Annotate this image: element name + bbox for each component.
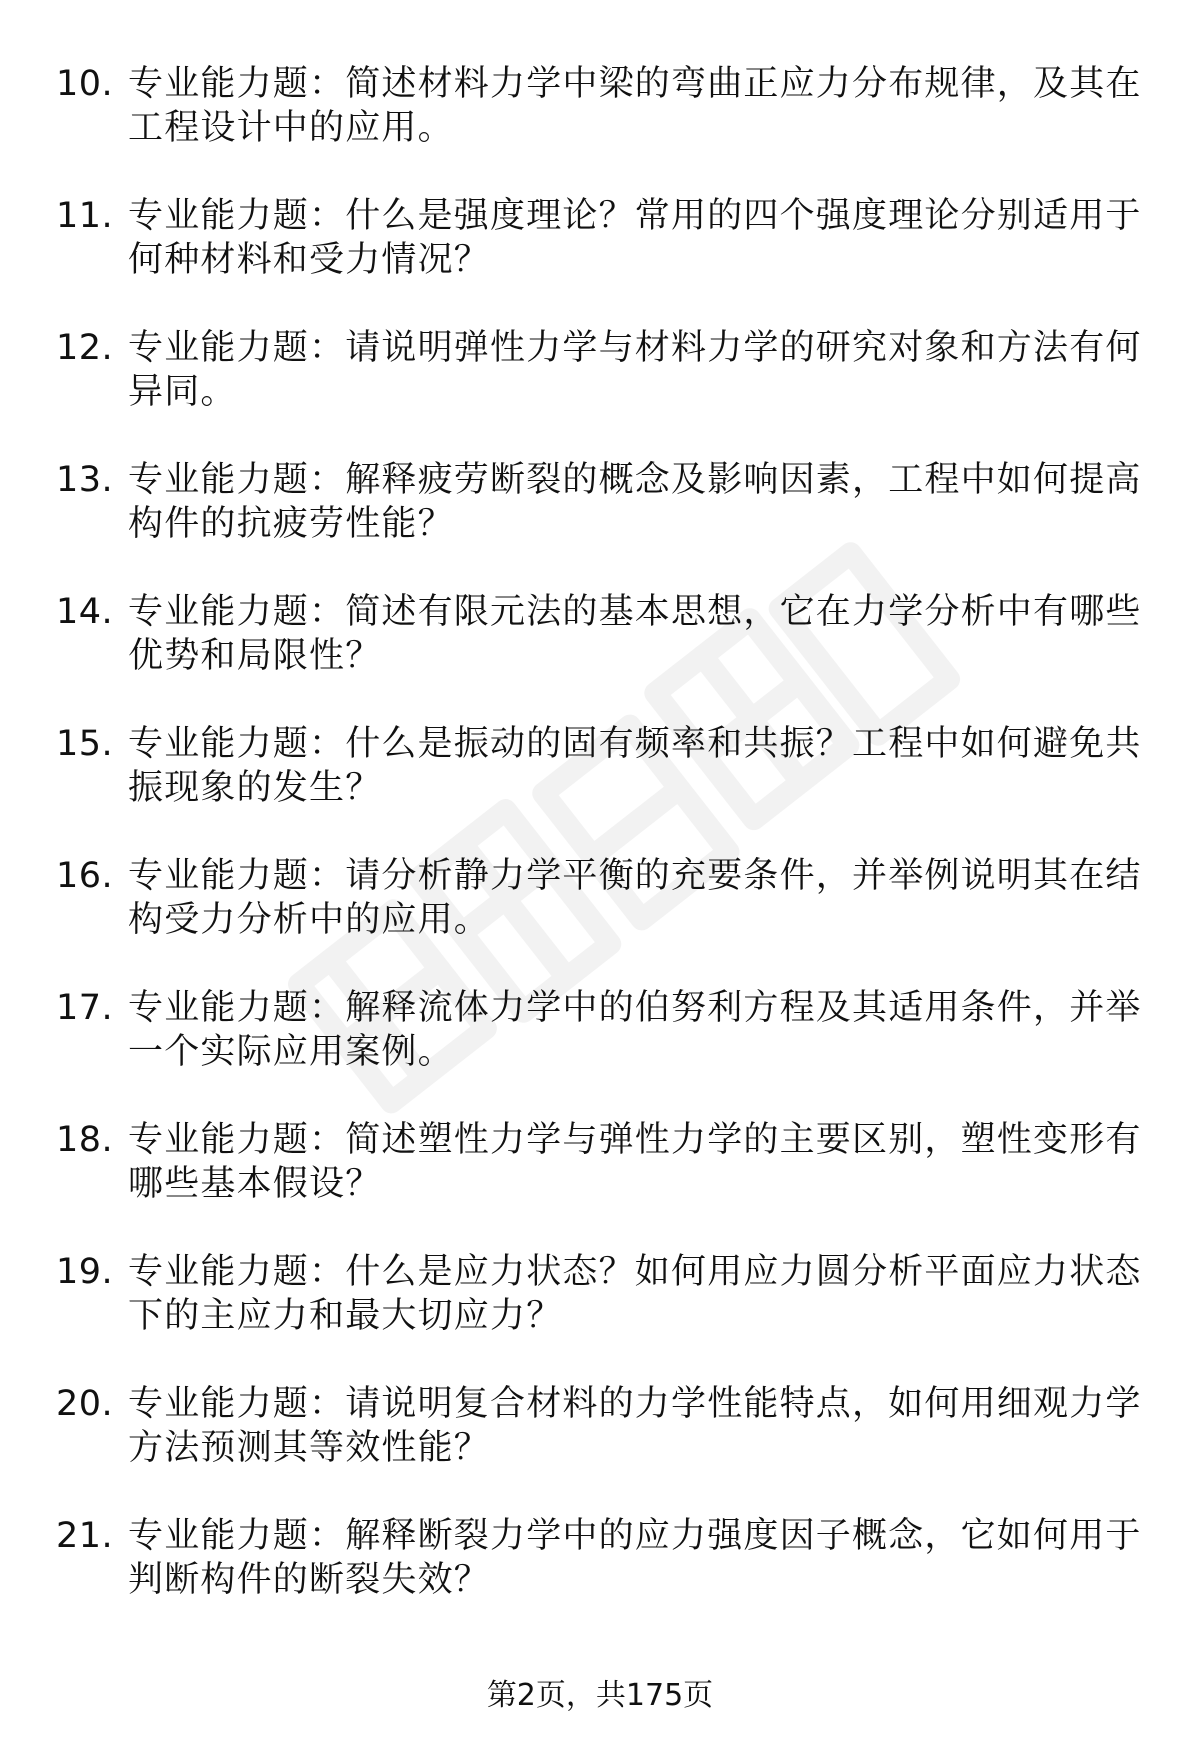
question-text: 专业能力题：简述塑性力学与弹性力学的主要区别，塑性变形有哪些基本假设？ xyxy=(128,1120,1142,1204)
question-item xyxy=(0,1514,1200,1646)
question-item xyxy=(0,326,1200,458)
question-item xyxy=(0,1382,1200,1514)
question-text: 专业能力题：什么是应力状态？如何用应力圆分析平面应力状态下的主应力和最大切应力？ xyxy=(128,1252,1142,1336)
question-item xyxy=(0,458,1200,590)
question-number: 16. xyxy=(56,856,114,896)
question-number: 19. xyxy=(56,1252,114,1292)
question-list xyxy=(0,62,1200,1646)
question-item xyxy=(0,854,1200,986)
question-number: 18. xyxy=(56,1120,114,1160)
question-item xyxy=(0,590,1200,722)
question-text: 专业能力题：请分析静力学平衡的充要条件，并举例说明其在结构受力分析中的应用。 xyxy=(128,856,1142,940)
question-number: 15. xyxy=(56,724,114,764)
question-item xyxy=(0,1250,1200,1382)
question-number: 14. xyxy=(56,592,114,632)
question-number: 10. xyxy=(56,64,114,104)
question-item xyxy=(0,986,1200,1118)
question-item xyxy=(0,194,1200,326)
question-item xyxy=(0,62,1200,194)
question-number: 20. xyxy=(56,1384,114,1424)
question-text: 专业能力题：什么是强度理论？常用的四个强度理论分别适用于何种材料和受力情况？ xyxy=(128,196,1142,280)
page-indicator: 第2页，共175页 xyxy=(486,1678,714,1713)
question-text: 专业能力题：简述有限元法的基本思想，它在力学分析中有哪些优势和局限性？ xyxy=(128,592,1142,676)
question-text: 专业能力题：解释疲劳断裂的概念及影响因素，工程中如何提高构件的抗疲劳性能？ xyxy=(128,460,1142,544)
question-text: 专业能力题：解释断裂力学中的应力强度因子概念，它如何用于判断构件的断裂失效？ xyxy=(128,1516,1142,1600)
question-number: 17. xyxy=(56,988,114,1028)
question-text: 专业能力题：请说明弹性力学与材料力学的研究对象和方法有何异同。 xyxy=(128,328,1142,412)
question-text: 专业能力题：解释流体力学中的伯努利方程及其适用条件，并举一个实际应用案例。 xyxy=(128,988,1142,1072)
question-text: 专业能力题：什么是振动的固有频率和共振？工程中如何避免共振现象的发生？ xyxy=(128,724,1142,808)
question-item xyxy=(0,722,1200,854)
question-item xyxy=(0,1118,1200,1250)
question-text: 专业能力题：简述材料力学中梁的弯曲正应力分布规律，及其在工程设计中的应用。 xyxy=(128,64,1142,148)
question-number: 12. xyxy=(56,328,114,368)
question-number: 21. xyxy=(56,1516,114,1556)
question-number: 13. xyxy=(56,460,114,500)
question-number: 11. xyxy=(56,196,114,236)
question-text: 专业能力题：请说明复合材料的力学性能特点，如何用细观力学方法预测其等效性能？ xyxy=(128,1384,1142,1468)
